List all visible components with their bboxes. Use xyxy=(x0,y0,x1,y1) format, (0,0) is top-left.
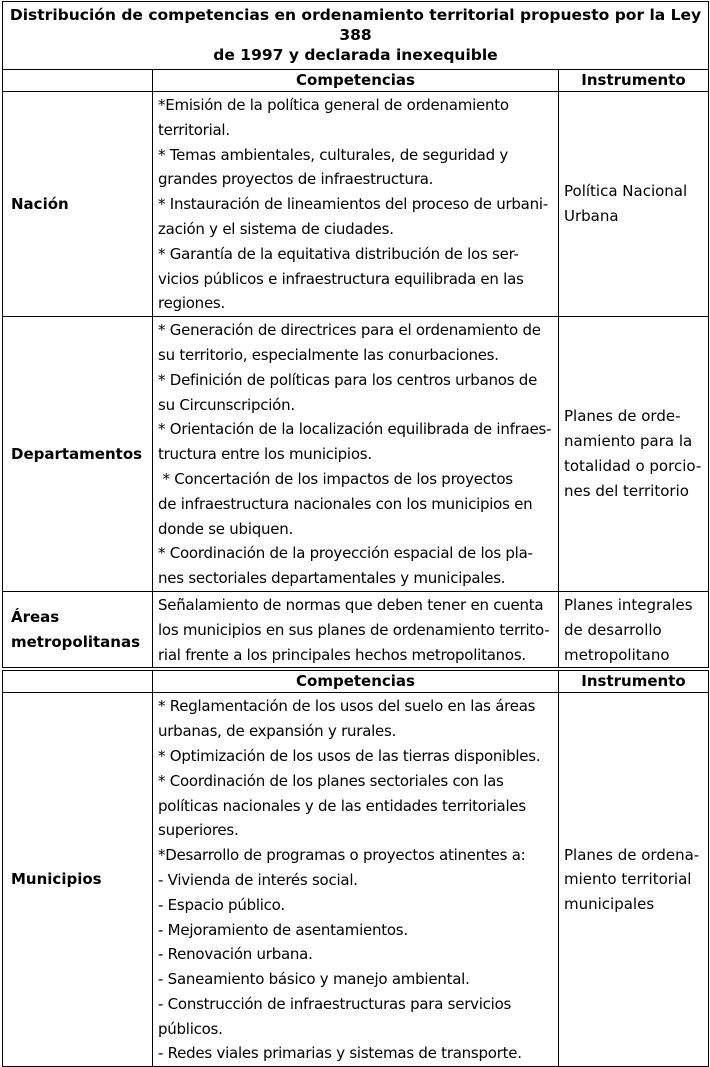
competencias-departamentos xyxy=(153,317,559,592)
instrumento-line: namiento para la xyxy=(564,432,693,451)
instrumento-line: miento territorial xyxy=(564,870,692,889)
instrumento-line: Planes integrales xyxy=(564,595,693,614)
instrumento-line: Planes de ordena- xyxy=(564,845,700,864)
competencia-line: políticas nacionales y de las entidades territoriales xyxy=(158,796,526,815)
table-row-areas-metropolitanas xyxy=(3,591,709,667)
competencia-line: * Orientación de la localización equilibrada de infraes- xyxy=(158,420,552,439)
competencia-line: vicios públicos e infraestructura equilibrada en las xyxy=(158,269,524,288)
competencia-line: * Instauración de lineamientos del proceso de urbani- xyxy=(158,195,548,214)
instrumento-line: metropolitano xyxy=(564,645,670,664)
competencia-line: * Reglamentación de los usos del suelo en las áreas xyxy=(158,697,536,716)
competencia-line: públicos. xyxy=(158,1019,223,1038)
instrumento-nacion xyxy=(559,92,709,317)
competencia-line: su territorio, especialmente las conurbaciones. xyxy=(158,345,499,364)
entity-nacion: Nación xyxy=(3,92,153,317)
competencia-line: * Temas ambientales, culturales, de seguridad y xyxy=(158,145,509,164)
competencias-table xyxy=(2,1,709,1067)
competencia-line: - Mejoramiento de asentamientos. xyxy=(158,920,408,939)
header-instrumento: Instrumento xyxy=(559,70,709,92)
competencia-line: * Coordinación de la proyección espacial de los pla- xyxy=(158,544,533,563)
competencia-line: rial frente a los principales hechos metropolitanos. xyxy=(158,645,526,664)
header-empty-cell xyxy=(3,70,153,92)
header-row-2 xyxy=(3,671,709,693)
entity-departamentos: Departamentos xyxy=(3,317,153,592)
table-row-departamentos xyxy=(3,317,709,592)
competencia-line: - Renovación urbana. xyxy=(158,945,313,964)
competencia-line: Señalamiento de normas que deben tener en cuenta xyxy=(158,595,544,614)
header2-instrumento: Instrumento xyxy=(559,671,709,693)
instrumento-line: Planes de orde- xyxy=(564,407,681,426)
competencia-line: - Espacio público. xyxy=(158,895,285,914)
instrumento-line: de desarrollo xyxy=(564,620,662,639)
instrumento-municipios xyxy=(559,693,709,1067)
competencia-line: los municipios en sus planes de ordenamiento territo- xyxy=(158,620,550,639)
instrumento-line: Urbana xyxy=(564,207,619,226)
table-row-municipios xyxy=(3,693,709,1067)
competencia-line: territorial. xyxy=(158,120,230,139)
competencia-line: de infraestructura nacionales con los municipios en xyxy=(158,494,533,513)
header-competencias: Competencias xyxy=(153,70,559,92)
competencia-line: * Concertación de los impactos de los proyectos xyxy=(158,469,513,488)
competencia-line: *Emisión de la política general de ordenamiento xyxy=(158,96,509,114)
competencia-line: * Coordinación de los planes sectoriales con las xyxy=(158,771,504,790)
competencia-line: nes sectoriales departamentales y municipales. xyxy=(158,569,506,588)
header2-competencias: Competencias xyxy=(153,671,559,693)
table-title xyxy=(3,2,709,70)
competencia-line: * Generación de directrices para el ordenamiento de xyxy=(158,321,541,340)
table-title-line2: de 1997 y declarada inexequible xyxy=(213,46,498,64)
competencia-line: zación y el sistema de ciudades. xyxy=(158,219,394,238)
competencia-line: grandes proyectos de infraestructura. xyxy=(158,170,434,189)
competencia-line: * Optimización de los usos de las tierras disponibles. xyxy=(158,746,541,765)
instrumento-departamentos xyxy=(559,317,709,592)
instrumento-areas-metropolitanas xyxy=(559,591,709,667)
competencia-line: su Circunscripción. xyxy=(158,395,295,414)
competencia-line: - Vivienda de interés social. xyxy=(158,870,358,889)
entity-areas-metropolitanas xyxy=(3,591,153,667)
instrumento-line: totalidad o porcio- xyxy=(564,457,702,476)
competencia-line: - Saneamiento básico y manejo ambiental. xyxy=(158,970,470,989)
competencia-line: * Definición de políticas para los centros urbanos de xyxy=(158,370,538,389)
title-row xyxy=(3,2,709,70)
entity-areas-line2: metropolitanas xyxy=(11,632,141,651)
competencia-line: - Construcción de infraestructuras para servicios xyxy=(158,994,512,1013)
competencia-line: * Garantía de la equitativa distribución de los ser- xyxy=(158,244,519,263)
competencia-line: - Redes viales primarias y sistemas de transporte. xyxy=(158,1044,522,1063)
instrumento-line: nes del territorio xyxy=(564,481,689,500)
header-row xyxy=(3,70,709,92)
competencia-line: urbanas, de expansión y rurales. xyxy=(158,722,397,741)
instrumento-line: Política Nacional xyxy=(564,182,688,201)
competencia-line: tructura entre los municipios. xyxy=(158,445,372,464)
competencias-nacion xyxy=(153,92,559,317)
competencia-line: *Desarrollo de programas o proyectos atinentes a: xyxy=(158,846,526,865)
competencias-municipios xyxy=(153,693,559,1067)
competencias-document xyxy=(2,1,708,1067)
competencia-line: superiores. xyxy=(158,821,239,840)
competencias-areas-metropolitanas xyxy=(153,591,559,667)
header2-empty-cell xyxy=(3,671,153,693)
instrumento-line: municipales xyxy=(564,895,655,914)
table-row-nacion xyxy=(3,92,709,317)
competencia-line: regiones. xyxy=(158,294,226,313)
table-title-line1: Distribución de competencias en ordenamiento territorial propuesto por la Ley 388 xyxy=(9,6,702,44)
competencia-line: donde se ubiquen. xyxy=(158,519,294,538)
entity-areas-line1: Áreas xyxy=(11,607,60,626)
entity-municipios: Municipios xyxy=(3,693,153,1067)
